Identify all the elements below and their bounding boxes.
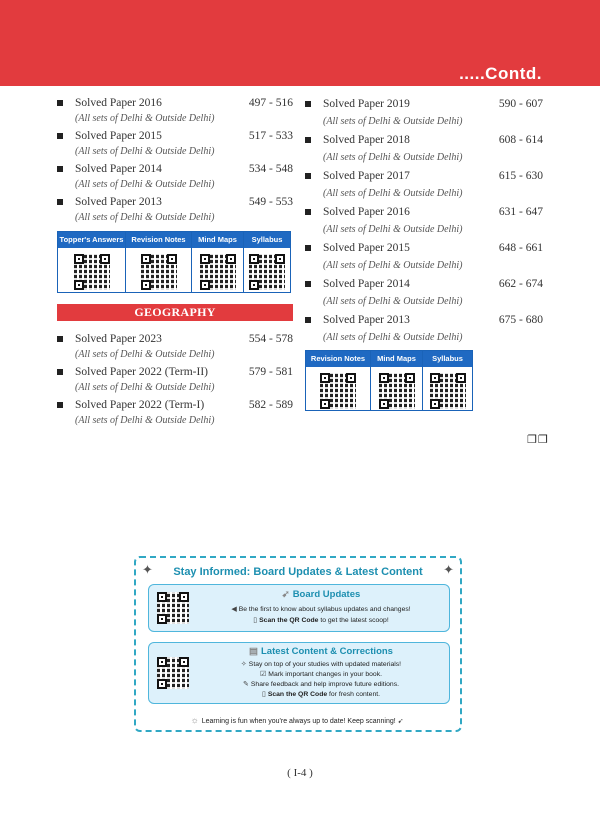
entry-subtitle: (All sets of Delhi & Outside Delhi) [75, 146, 215, 157]
pencil-icon: ✎ [243, 681, 249, 688]
bullet-icon [305, 281, 311, 287]
bullet-icon [57, 369, 63, 375]
entry-pages: 608 - 614 [498, 134, 543, 146]
qr-code-icon[interactable] [320, 373, 356, 409]
entry-pages: 579 - 581 [248, 366, 293, 378]
rocket-icon: ➹ [397, 718, 404, 725]
bullet-icon [305, 245, 311, 251]
entry-subtitle: (All sets of Delhi & Outside Delhi) [75, 349, 215, 360]
bullet-icon [57, 100, 63, 106]
entry-pages: 675 - 680 [498, 314, 543, 326]
qr-code-icon[interactable] [157, 657, 189, 689]
toc-entry [305, 275, 543, 311]
bullet-icon [305, 173, 311, 179]
toc-entry [57, 161, 293, 194]
entry-title: Solved Paper 2016 [323, 206, 410, 218]
entry-subtitle: (All sets of Delhi & Outside Delhi) [75, 179, 215, 190]
sparkle-icon: ✧ [240, 661, 247, 668]
entry-title: Solved Paper 2019 [323, 98, 410, 110]
left-qr-table [57, 231, 291, 293]
page-number: ( I-4 ) [287, 767, 313, 779]
phone-icon: ▯ [261, 691, 266, 698]
entry-title: Solved Paper 2017 [323, 170, 410, 182]
entry-title: Solved Paper 2015 [323, 242, 410, 254]
entry-subtitle: (All sets of Delhi & Outside Delhi) [323, 152, 463, 163]
megaphone-icon: ◀ [231, 606, 237, 613]
bullet-icon [305, 137, 311, 143]
qr-cell-mind-maps[interactable] [192, 232, 244, 292]
bullet-icon [57, 199, 63, 205]
entry-title: Solved Paper 2022 (Term-II) [75, 366, 209, 378]
phone-icon: ▯ [253, 617, 258, 624]
entry-title: Solved Paper 2022 (Term-I) [75, 399, 205, 411]
card-line-bold: Scan the QR Code [267, 691, 328, 698]
entry-pages: 631 - 647 [498, 206, 543, 218]
toc-entry [305, 311, 543, 347]
entry-title: Solved Paper 2014 [75, 163, 162, 175]
bullet-icon [57, 133, 63, 139]
entry-pages: 549 - 553 [248, 196, 293, 208]
checkbox-icon: ☑ [260, 671, 267, 678]
card-line-text: Mark important changes in your book. [268, 671, 382, 678]
entry-subtitle: (All sets of Delhi & Outside Delhi) [323, 116, 463, 127]
bullet-icon [305, 101, 311, 107]
qr-code-icon[interactable] [430, 373, 466, 409]
entry-pages: 517 - 533 [248, 130, 293, 142]
entry-title: Solved Paper 2013 [323, 314, 410, 326]
books-icon: ▤ [249, 646, 258, 657]
entry-pages: 648 - 661 [498, 242, 543, 254]
entry-title: Solved Paper 2015 [75, 130, 162, 142]
qr-cell-mind-maps[interactable] [371, 351, 423, 410]
entry-subtitle: (All sets of Delhi & Outside Delhi) [323, 224, 463, 235]
card-heading [193, 646, 449, 657]
bullet-icon [305, 209, 311, 215]
toc-entry [305, 239, 543, 275]
qr-code-icon[interactable] [141, 254, 177, 290]
geography-list [57, 331, 293, 430]
qr-code-icon[interactable] [379, 373, 415, 409]
qr-label: Revision Notes [126, 232, 191, 248]
toc-entry [57, 397, 293, 430]
qr-cell-syllabus[interactable] [244, 232, 290, 292]
info-title: Stay Informed: Board Updates & Latest Content [173, 566, 423, 578]
entry-pages: 582 - 589 [248, 399, 293, 411]
toc-entry [57, 128, 293, 161]
qr-code-icon[interactable] [249, 254, 285, 290]
card-line [193, 690, 449, 698]
qr-label: Mind Maps [371, 351, 422, 367]
contd-label: .....Contd. [459, 64, 542, 83]
latest-content-qr[interactable] [157, 657, 189, 689]
toc-entry [57, 331, 293, 364]
card-line [193, 605, 449, 613]
party-popper-icon: ✦ [142, 562, 153, 577]
qr-cell-syllabus[interactable] [423, 351, 472, 410]
card-line-text: Stay on top of your studies with updated materials! [248, 661, 402, 668]
entry-subtitle: (All sets of Delhi & Outside Delhi) [323, 260, 463, 271]
lightbulb-icon: ☼ [190, 715, 199, 725]
qr-code-icon[interactable] [74, 254, 110, 290]
qr-label: Mind Maps [192, 232, 243, 248]
bullet-icon [305, 317, 311, 323]
card-line-text: Share feedback and help improve future editions. [250, 681, 399, 688]
card-heading-text: Board Updates [292, 589, 361, 600]
stay-informed-box [134, 556, 462, 732]
entry-subtitle: (All sets of Delhi & Outside Delhi) [323, 296, 463, 307]
qr-cell-toppers-answers[interactable] [58, 232, 126, 292]
card-line [193, 670, 449, 678]
info-footer [136, 715, 460, 725]
board-updates-card [148, 584, 450, 632]
right-column [305, 95, 543, 347]
board-updates-qr[interactable] [157, 592, 189, 624]
rocket-icon: ➹ [281, 589, 290, 600]
qr-code-icon[interactable] [200, 254, 236, 290]
left-column [57, 95, 293, 227]
card-line-bold: Scan the QR Code [259, 617, 319, 624]
toc-entry [57, 194, 293, 227]
card-line [193, 680, 449, 688]
card-line [193, 616, 449, 624]
entry-pages: 497 - 516 [248, 97, 293, 109]
entry-pages: 662 - 674 [498, 278, 543, 290]
card-heading-text: Latest Content & Corrections [261, 646, 393, 657]
entry-subtitle: (All sets of Delhi & Outside Delhi) [323, 188, 463, 199]
qr-cell-revision-notes[interactable] [306, 351, 371, 410]
toc-entry [305, 95, 543, 131]
latest-content-card [148, 642, 450, 704]
info-footer-text: Learning is fun when you're always up to date! Keep scanning! [201, 718, 396, 725]
entry-subtitle: (All sets of Delhi & Outside Delhi) [75, 415, 215, 426]
entry-subtitle: (All sets of Delhi & Outside Delhi) [75, 382, 215, 393]
party-popper-icon: ✦ [443, 562, 454, 577]
entry-subtitle: (All sets of Delhi & Outside Delhi) [75, 113, 215, 124]
toc-entry [57, 364, 293, 397]
entry-title: Solved Paper 2023 [75, 333, 162, 345]
card-line [193, 660, 449, 668]
qr-cell-revision-notes[interactable] [126, 232, 192, 292]
entry-pages: 534 - 548 [248, 163, 293, 175]
card-line-text: to get the latest scoop! [318, 617, 389, 624]
toc-entry [305, 167, 543, 203]
entry-pages: 590 - 607 [498, 98, 543, 110]
entry-title: Solved Paper 2018 [323, 134, 410, 146]
entry-title: Solved Paper 2013 [75, 196, 162, 208]
qr-label: Syllabus [423, 351, 472, 367]
qr-label: Syllabus [244, 232, 290, 248]
bullet-icon [57, 402, 63, 408]
entry-pages: 615 - 630 [498, 170, 543, 182]
toc-entry [57, 95, 293, 128]
toc-entry [305, 203, 543, 239]
end-mark: ❐❐ [527, 434, 549, 446]
entry-title: Solved Paper 2016 [75, 97, 162, 109]
right-qr-table [305, 350, 473, 411]
entry-title: Solved Paper 2014 [323, 278, 410, 290]
entry-subtitle: (All sets of Delhi & Outside Delhi) [323, 332, 463, 343]
qr-label: Revision Notes [306, 351, 370, 367]
qr-code-icon[interactable] [157, 592, 189, 624]
entry-pages: 554 - 578 [248, 333, 293, 345]
entry-subtitle: (All sets of Delhi & Outside Delhi) [75, 212, 215, 223]
card-line-text: for fresh content. [327, 691, 381, 698]
toc-entry [305, 131, 543, 167]
qr-label: Topper's Answers [58, 232, 125, 248]
geography-heading: GEOGRAPHY [57, 304, 293, 321]
bullet-icon [57, 336, 63, 342]
bullet-icon [57, 166, 63, 172]
card-line-text: Be the first to know about syllabus updates and changes! [238, 606, 411, 613]
card-heading [193, 589, 449, 600]
